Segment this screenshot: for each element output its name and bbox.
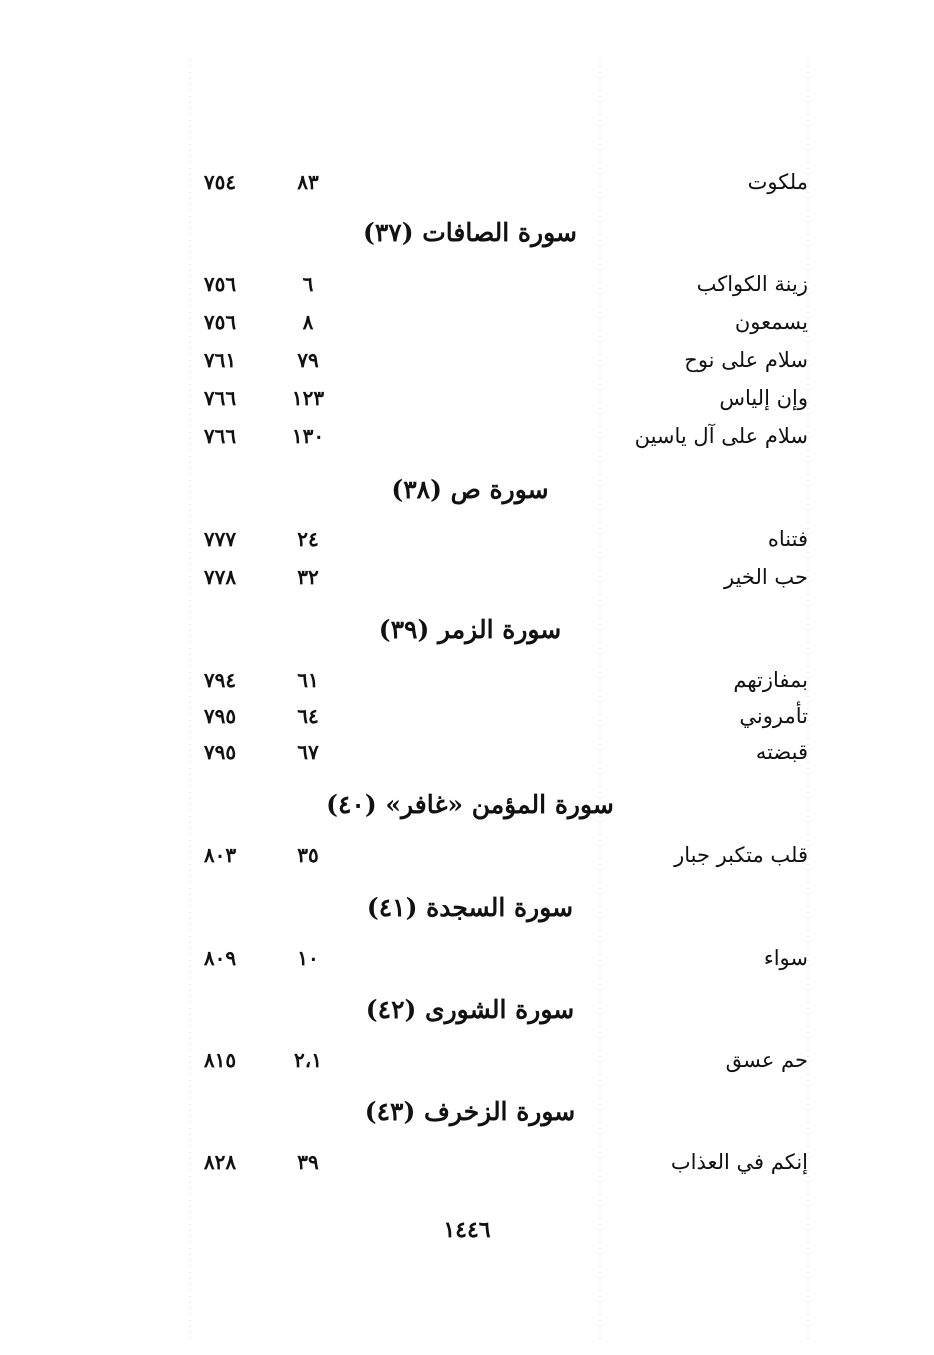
entry-verse: ١٢٣ bbox=[291, 386, 325, 410]
entry-verse: ١٣٠ bbox=[291, 424, 325, 448]
entry-word: حب الخير bbox=[724, 565, 808, 589]
entry-word: إنكم في العذاب bbox=[670, 1150, 808, 1174]
entry-word: زينة الكواكب bbox=[696, 272, 808, 296]
index-entry bbox=[0, 417, 934, 455]
index-entry bbox=[0, 265, 934, 303]
entry-word: سواء bbox=[763, 946, 808, 970]
section-heading: سورة الزمر (٣٩) bbox=[378, 615, 562, 644]
entry-page: ٧٩٤ bbox=[203, 668, 237, 692]
index-entry bbox=[0, 939, 934, 977]
index-entry bbox=[0, 661, 934, 699]
entry-verse: ١٠ bbox=[297, 946, 319, 970]
index-entry bbox=[0, 379, 934, 417]
entry-page: ٨٠٣ bbox=[203, 843, 237, 867]
entry-word: سلام على آل ياسين bbox=[634, 424, 808, 448]
entry-verse: ٦ bbox=[302, 272, 314, 296]
entry-verse: ٦٧ bbox=[297, 740, 319, 764]
index-entry bbox=[0, 341, 934, 379]
entry-word: سلام على نوح bbox=[684, 348, 808, 372]
index-entry bbox=[0, 163, 934, 201]
section-heading: سورة الصافات (٣٧) bbox=[363, 218, 577, 247]
entry-page: ٨١٥ bbox=[203, 1048, 237, 1072]
index-entry bbox=[0, 558, 934, 596]
entry-word: تأمروني bbox=[739, 704, 808, 728]
entry-page: ٧٥٦ bbox=[203, 272, 237, 296]
entry-word: فتناه bbox=[767, 527, 808, 551]
section-heading: سورة المؤمن «غافر» (٤٠) bbox=[326, 790, 614, 819]
entry-page: ٧٦٦ bbox=[203, 424, 237, 448]
index-entry bbox=[0, 1041, 934, 1079]
entry-page: ٧٥٤ bbox=[203, 170, 237, 194]
entry-verse: ٣٢ bbox=[297, 565, 319, 589]
entry-page: ٧٩٥ bbox=[203, 740, 237, 764]
entry-page: ٧٦١ bbox=[203, 348, 237, 372]
entry-page: ٨٠٩ bbox=[203, 946, 237, 970]
entry-word: حم عسق bbox=[725, 1048, 808, 1072]
section-heading: سورة السجدة (٤١) bbox=[366, 893, 574, 922]
entry-word: يسمعون bbox=[734, 310, 808, 334]
entry-page: ٧٩٥ bbox=[203, 704, 237, 728]
entry-verse: ٣٩ bbox=[297, 1150, 319, 1174]
index-entry bbox=[0, 697, 934, 735]
section-heading: سورة الزخرف (٤٣) bbox=[364, 1097, 576, 1126]
entry-word: بمفازتهم bbox=[733, 668, 808, 692]
entry-verse: ٦٤ bbox=[297, 704, 319, 728]
index-entry bbox=[0, 836, 934, 874]
index-entry bbox=[0, 1143, 934, 1181]
entry-verse: ٨ bbox=[302, 310, 314, 334]
page-number: ١٤٤٦ bbox=[443, 1217, 491, 1243]
entry-verse: ٧٩ bbox=[297, 348, 319, 372]
entry-word: وإن إلياس bbox=[719, 386, 808, 410]
index-entry bbox=[0, 733, 934, 771]
index-entry bbox=[0, 520, 934, 558]
entry-page: ٨٢٨ bbox=[203, 1150, 237, 1174]
section-heading: سورة الشورى (٤٢) bbox=[365, 995, 575, 1024]
entry-word: قلب متكبر جبار bbox=[674, 843, 808, 867]
entry-verse: ٢،١ bbox=[294, 1048, 322, 1072]
entry-page: ٧٦٦ bbox=[203, 386, 237, 410]
section-heading: سورة ص (٣٨) bbox=[391, 475, 549, 504]
index-entry bbox=[0, 303, 934, 341]
entry-page: ٧٧٧ bbox=[203, 527, 237, 551]
entry-page: ٧٧٨ bbox=[203, 565, 237, 589]
entry-verse: ٦١ bbox=[297, 668, 319, 692]
entry-word: قبضته bbox=[755, 740, 808, 764]
entry-verse: ٣٥ bbox=[297, 843, 319, 867]
entry-page: ٧٥٦ bbox=[203, 310, 237, 334]
entry-verse: ٢٤ bbox=[297, 527, 319, 551]
entry-verse: ٨٣ bbox=[297, 170, 319, 194]
entry-word: ملكوت bbox=[747, 170, 808, 194]
